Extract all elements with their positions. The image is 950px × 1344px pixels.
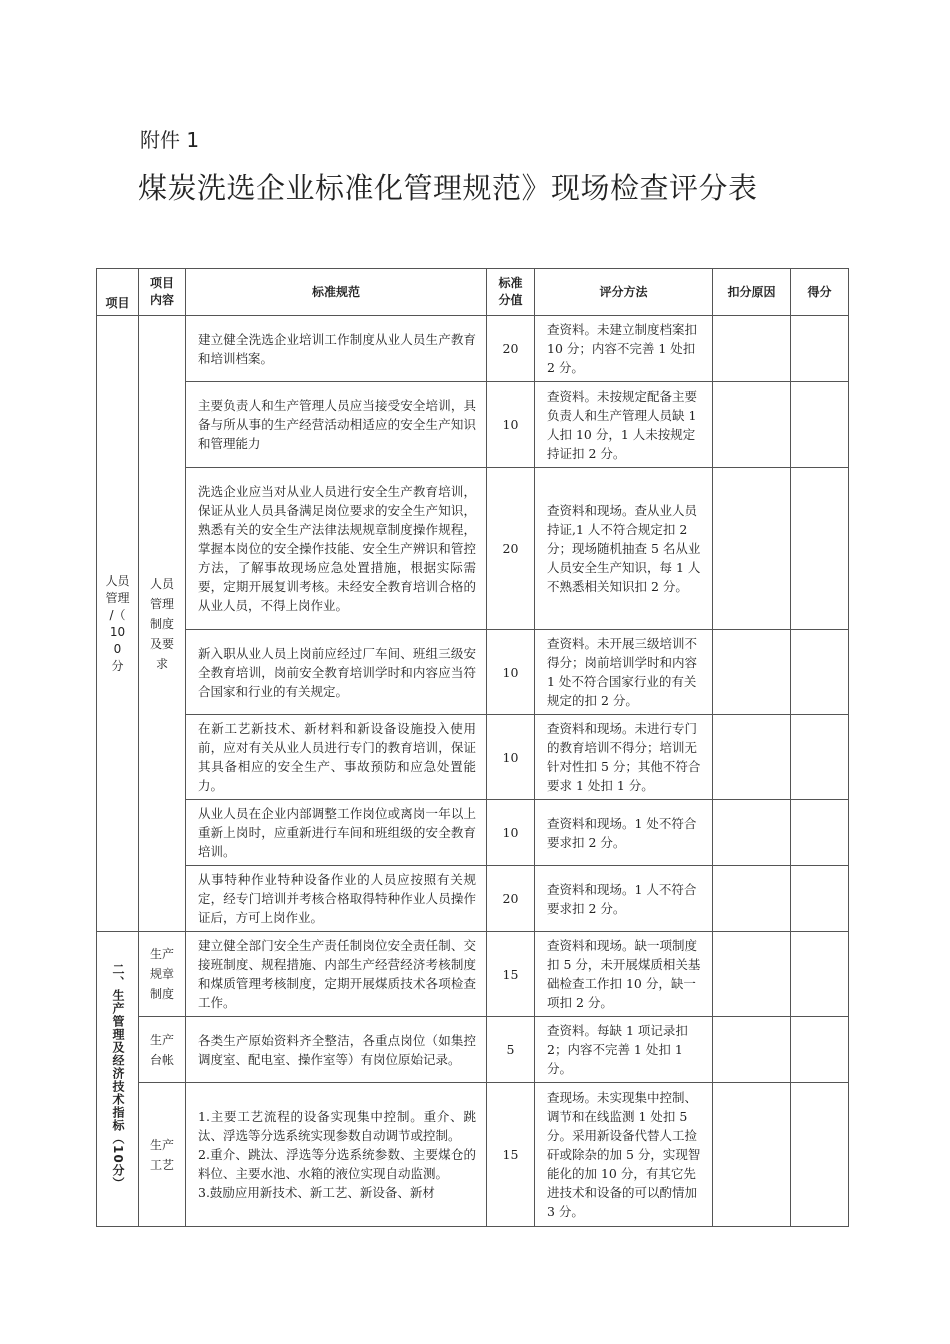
- deduction-reason-cell: [713, 866, 791, 932]
- standard-cell: 从业人员在企业内部调整工作岗位或离岗一年以上重新上岗时，应重新进行车间和班组级的安全教育培训。: [186, 800, 487, 866]
- score-cell: [791, 932, 849, 1017]
- content-name: 人员 管理 制度 及要 求: [139, 316, 186, 932]
- deduction-reason-cell: [713, 468, 791, 630]
- table-row: [97, 630, 849, 715]
- table-row: [97, 1083, 849, 1227]
- standard-cell: 主要负责人和生产管理人员应当接受安全培训，具备与所从事的生产经营活动相适应的安全生产知识和管理能力: [186, 382, 487, 468]
- method-cell: 查资料。未开展三级培训不得分；岗前培训学时和内容 1 处不符合国家行业的有关规定的扣 2 分。: [535, 630, 713, 715]
- method-cell: 查资料。未按规定配备主要负责人和生产管理人员缺 1 人扣 10 分，1 人未按规定持证扣 2 分。: [535, 382, 713, 468]
- score-value-cell: 10: [487, 382, 535, 468]
- table-row: [97, 866, 849, 932]
- standard-cell: 从事特种作业特种设备作业的人员应按照有关规定，经专门培训并考核合格取得特种作业人员操作证后，方可上岗作业。: [186, 866, 487, 932]
- content-name: 生产 台帐: [139, 1017, 186, 1083]
- score-cell: [791, 316, 849, 382]
- header-item: 项目: [97, 269, 139, 316]
- deduction-reason-cell: [713, 382, 791, 468]
- score-value-cell: 20: [487, 866, 535, 932]
- score-value-cell: 20: [487, 468, 535, 630]
- section-name: 人员 管理 /（ 10 0 分: [97, 316, 139, 932]
- method-cell: 查资料和现场。1 人不符合要求扣 2 分。: [535, 866, 713, 932]
- header-method: 评分方法: [535, 269, 713, 316]
- score-cell: [791, 382, 849, 468]
- score-cell: [791, 1017, 849, 1083]
- method-cell: 查资料和现场。查从业人员持证,1 人不符合规定扣 2 分；现场随机抽查 5 名从业人员安全生产知识，每 1 人不熟悉相关知识扣 2 分。: [535, 468, 713, 630]
- content-name: 生产 工艺: [139, 1083, 186, 1227]
- header-score-value: 标准 分值: [487, 269, 535, 316]
- score-cell: [791, 630, 849, 715]
- table-row: [97, 715, 849, 800]
- score-cell: [791, 468, 849, 630]
- standard-cell: 建立健全部门安全生产责任制岗位安全责任制、交接班制度、规程措施、内部生产经营经济考核制度和煤质管理考核制度，定期开展煤质技术各项检查工作。: [186, 932, 487, 1017]
- score-cell: [791, 715, 849, 800]
- standard-cell: 建立健全洗选企业培训工作制度从业人员生产教育和培训档案。: [186, 316, 487, 382]
- header-content: 项目 内容: [139, 269, 186, 316]
- method-cell: 查资料和现场。未进行专门的教育培训不得分；培训无针对性扣 5 分；其他不符合要求 1 处扣 1 分。: [535, 715, 713, 800]
- method-cell: 查资料。每缺 1 项记录扣 2；内容不完善 1 处扣 1 分。: [535, 1017, 713, 1083]
- table-row: [97, 382, 849, 468]
- method-cell: 查资料。未建立制度档案扣 10 分；内容不完善 1 处扣 2 分。: [535, 316, 713, 382]
- header-score: 得分: [791, 269, 849, 316]
- standard-cell: 各类生产原始资料齐全整洁，各重点岗位（如集控调度室、配电室、操作室等）有岗位原始记录。: [186, 1017, 487, 1083]
- table-row: [97, 316, 849, 382]
- standard-cell: 在新工艺新技术、新材料和新设备设施投入使用前，应对有关从业人员进行专门的教育培训，保证其具备相应的安全生产、事故预防和应急处置能力。: [186, 715, 487, 800]
- table-row: [97, 1017, 849, 1083]
- deduction-reason-cell: [713, 630, 791, 715]
- deduction-reason-cell: [713, 715, 791, 800]
- score-cell: [791, 800, 849, 866]
- page-title: 煤炭洗选企业标准化管理规范》现场检查评分表: [138, 171, 758, 205]
- score-value-cell: 15: [487, 1083, 535, 1227]
- score-value-cell: 10: [487, 800, 535, 866]
- score-cell: [791, 1083, 849, 1227]
- score-value-cell: 10: [487, 630, 535, 715]
- header-standard: 标准规范: [186, 269, 487, 316]
- score-value-cell: 20: [487, 316, 535, 382]
- score-table: [96, 268, 849, 1227]
- score-cell: [791, 866, 849, 932]
- table-row: [97, 932, 849, 1017]
- method-cell: 查现场。未实现集中控制、调节和在线监测 1 处扣 5 分。采用新设备代替人工捡矸或除杂的加 5 分，实现智能化的加 10 分，有其它先进技术和设备的可以酌情加 3 分。: [535, 1083, 713, 1227]
- content-name: 生产 规章 制度: [139, 932, 186, 1017]
- header-deduction-reason: 扣分原因: [713, 269, 791, 316]
- deduction-reason-cell: [713, 932, 791, 1017]
- section-name: 二、生产管理及经济技术指标（10分）: [97, 932, 139, 1227]
- header-row: [97, 269, 849, 316]
- table-row: [97, 468, 849, 630]
- table-row: [97, 800, 849, 866]
- standard-cell: 新入职从业人员上岗前应经过厂车间、班组三级安全教育培训，岗前安全教育培训学时和内容应当符合国家和行业的有关规定。: [186, 630, 487, 715]
- method-cell: 查资料和现场。缺一项制度扣 5 分，未开展煤质相关基础检查工作扣 10 分，缺一项扣 2 分。: [535, 932, 713, 1017]
- deduction-reason-cell: [713, 316, 791, 382]
- standard-cell: 1.主要工艺流程的设备实现集中控制。重介、跳汰、浮选等分选系统实现参数自动调节或控制。 2.重介、跳汰、浮选等分选系统参数、主要煤仓的料位、主要水池、水箱的液位实现自动监测。 3.鼓励应用新技术、新工艺、新设备、新材: [186, 1083, 487, 1227]
- score-value-cell: 10: [487, 715, 535, 800]
- method-cell: 查资料和现场。1 处不符合要求扣 2 分。: [535, 800, 713, 866]
- standard-cell: 洗选企业应当对从业人员进行安全生产教育培训，保证从业人员具备满足岗位要求的安全生产知识，熟悉有关的安全生产法律法规规章制度操作规程，掌握本岗位的安全操作技能、安全生产辨识和管控方法，了解事故现场应急处置措施，根据实际需要，定期开展复训考核。未经安全教育培训合格的从业人员，不得上岗作业。: [186, 468, 487, 630]
- attachment-label: 附件 1: [140, 128, 200, 152]
- deduction-reason-cell: [713, 800, 791, 866]
- score-value-cell: 5: [487, 1017, 535, 1083]
- deduction-reason-cell: [713, 1017, 791, 1083]
- score-value-cell: 15: [487, 932, 535, 1017]
- deduction-reason-cell: [713, 1083, 791, 1227]
